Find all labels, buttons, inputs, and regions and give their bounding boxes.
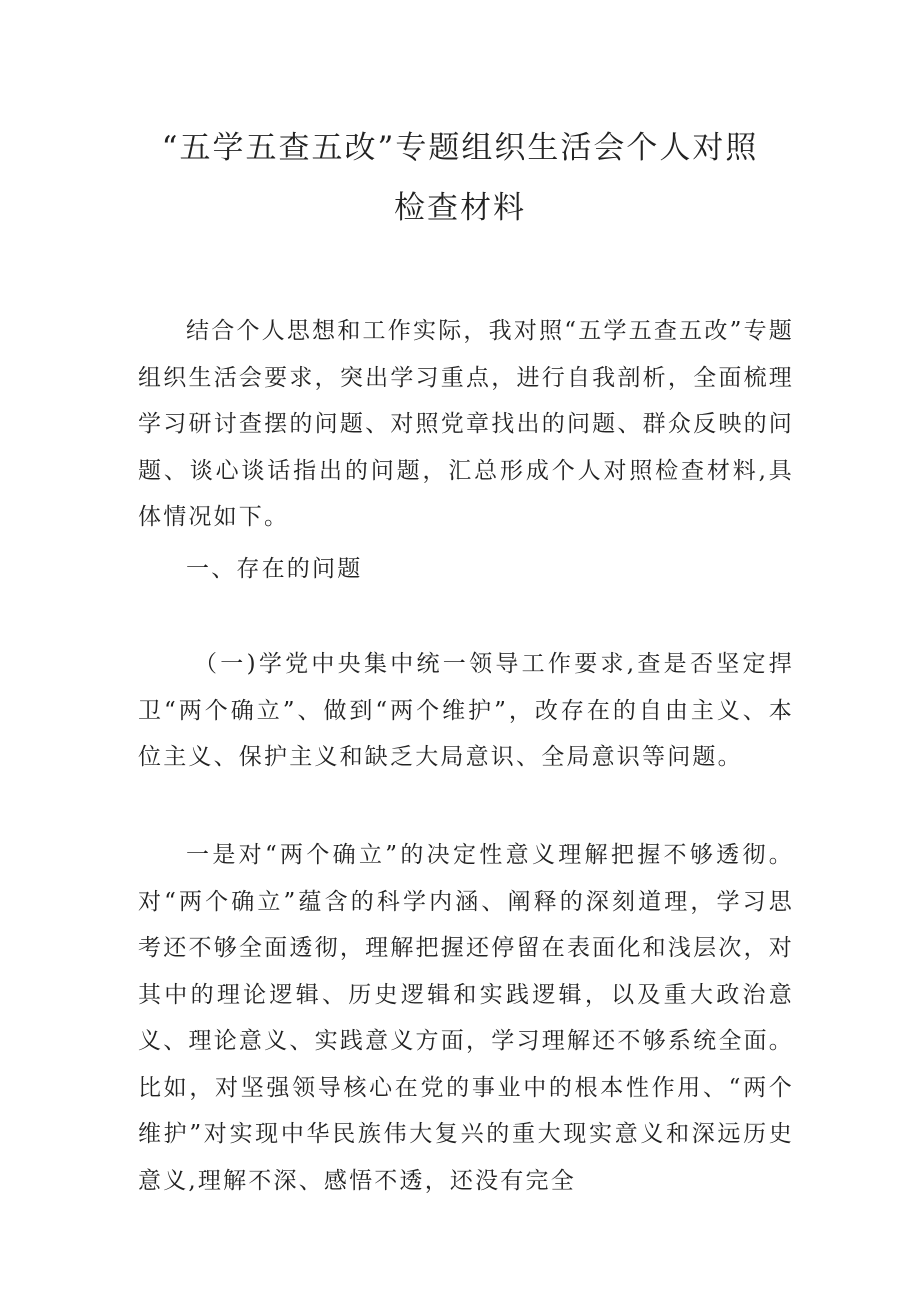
section-heading-problems: 一、存在的问题 [186,556,363,582]
document-title-line-2: 检查材料 [394,190,526,226]
body-paragraph-point-1: 一是对“两个确立”的决定性意义理解把握不够透彻。对“两个确立”蕴含的科学内涵、阐释的深刻道理，学习思考还不够全面透彻，理解把握还停留在表面化和浅层次，对其中的理论逻辑、历史逻辑和实践逻辑，以及重大政治意义、理论意义、实践意义方面，学习理解还不够系统全面。比如，对坚强领导核心在党的事业中的根本性作用、“两个维护”对实现中华民族伟大复兴的重大现实意义和深远历史意义,理解不深、感悟不透，还没有完全 [138,842,794,1194]
intro-paragraph: 结合个人思想和工作实际，我对照“五学五查五改”专题组织生活会要求，突出学习重点，进行自我剖析，全面梳理学习研讨查摆的问题、对照党章找出的问题、群众反映的问题、谈心谈话指出的问题，汇总形成个人对照检查材料,具体情况如下。 [138,318,794,530]
subsection-heading-1: （一)学党中央集中统一领导工作要求,查是否坚定捍卫“两个确立”、做到“两个维护”，改存在的自由主义、本位主义、保护主义和缺乏大局意识、全局意识等问题。 [138,651,794,770]
document-title-line-1: “五学五查五改”专题组织生活会个人对照 [161,130,759,166]
